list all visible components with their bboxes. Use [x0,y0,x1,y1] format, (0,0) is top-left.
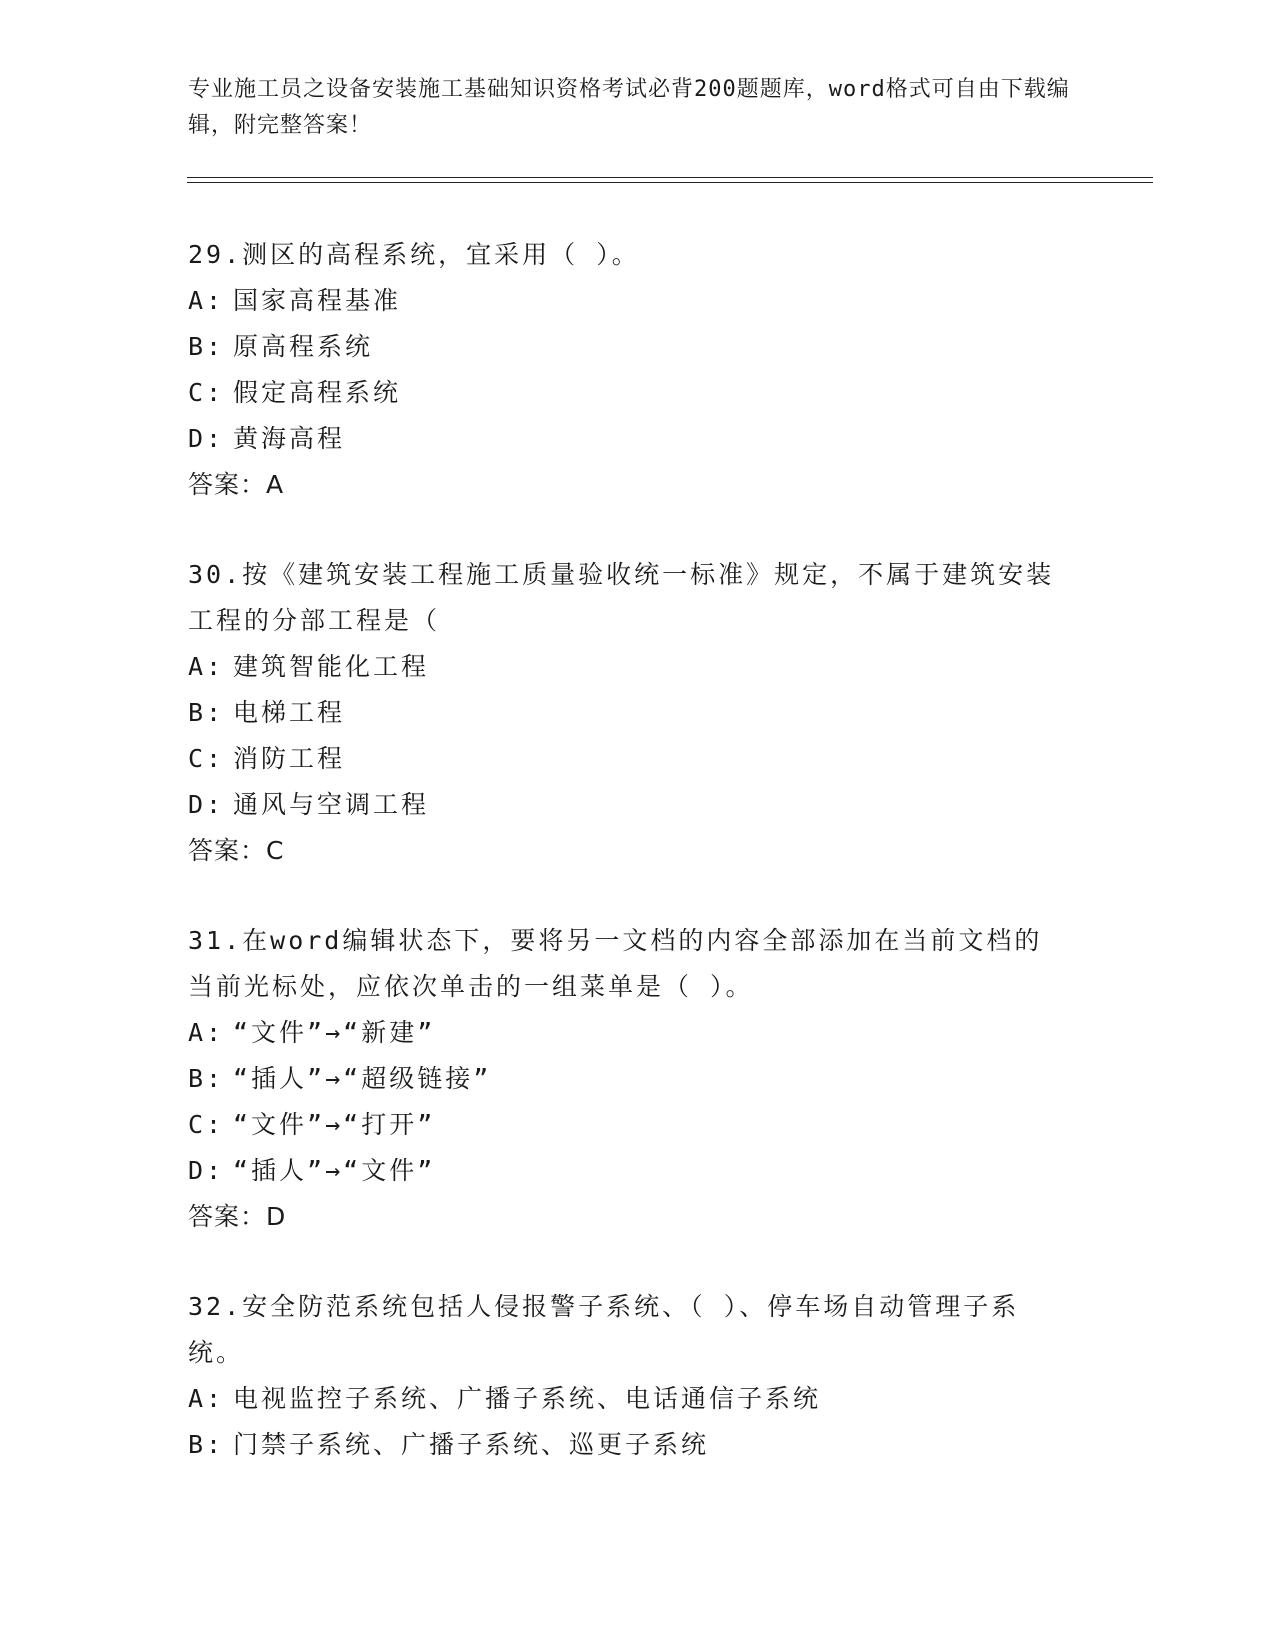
question-29 [188,232,1088,508]
document-header: 专业施工员之设备安装施工基础知识资格考试必背200题题库，word格式可自由下载编辑，附完整答案！ [188,77,1070,138]
question-stem: 29.测区的高程系统，宜采用（ ）。 [188,240,640,269]
option-text: “插人”→“超级链接” [233,1064,492,1093]
option-a [188,278,1088,324]
option-b [188,1422,1088,1468]
option-a [188,1010,1088,1056]
option-letter: D: [188,424,225,453]
option-letter: A: [188,1018,225,1047]
option-d [188,782,1088,828]
option-c [188,736,1088,782]
option-d [188,1148,1088,1194]
header-divider-bottom [187,182,1153,183]
option-letter: A: [188,652,225,681]
question-stem: 30.按《建筑安装工程施工质量验收统一标准》规定，不属于建筑安装工程的分部工程是（ [188,560,1055,635]
header-divider-top [187,177,1153,178]
option-text: “文件”→“打开” [233,1110,436,1139]
option-text: 电梯工程 [233,698,346,727]
option-text: 消防工程 [233,744,346,773]
option-letter: C: [188,1110,225,1139]
option-letter: B: [188,1430,225,1459]
question-list [188,232,1088,1512]
question-31 [188,918,1088,1240]
answer-line: 答案：C [188,836,285,865]
option-letter: A: [188,1384,225,1413]
option-c [188,1102,1088,1148]
option-text: 通风与空调工程 [233,790,430,819]
option-text: “文件”→“新建” [233,1018,436,1047]
option-letter: B: [188,1064,225,1093]
option-a [188,644,1088,690]
option-text: 国家高程基准 [233,286,402,315]
option-d [188,416,1088,462]
option-text: 原高程系统 [233,332,374,361]
option-b [188,690,1088,736]
option-text: “插人”→“文件” [233,1156,436,1185]
question-stem: 32.安全防范系统包括人侵报警子系统、（ ）、停车场自动管理子系统。 [188,1292,1020,1367]
option-letter: B: [188,698,225,727]
option-letter: B: [188,332,225,361]
option-letter: A: [188,286,225,315]
option-text: 门禁子系统、广播子系统、巡更子系统 [233,1430,710,1459]
option-letter: C: [188,378,225,407]
option-b [188,324,1088,370]
answer-line: 答案：D [188,1202,287,1231]
option-a [188,1376,1088,1422]
option-letter: D: [188,790,225,819]
question-32 [188,1284,1088,1468]
option-text: 建筑智能化工程 [233,652,430,681]
option-b [188,1056,1088,1102]
option-letter: C: [188,744,225,773]
option-letter: D: [188,1156,225,1185]
option-text: 黄海高程 [233,424,346,453]
option-text: 假定高程系统 [233,378,402,407]
option-text: 电视监控子系统、广播子系统、电话通信子系统 [233,1384,822,1413]
question-30 [188,552,1088,874]
question-stem: 31.在word编辑状态下，要将另一文档的内容全部添加在当前文档的当前光标处，应依次单击的一组菜单是（ ）。 [188,926,1043,1001]
option-c [188,370,1088,416]
answer-line: 答案：A [188,470,285,499]
